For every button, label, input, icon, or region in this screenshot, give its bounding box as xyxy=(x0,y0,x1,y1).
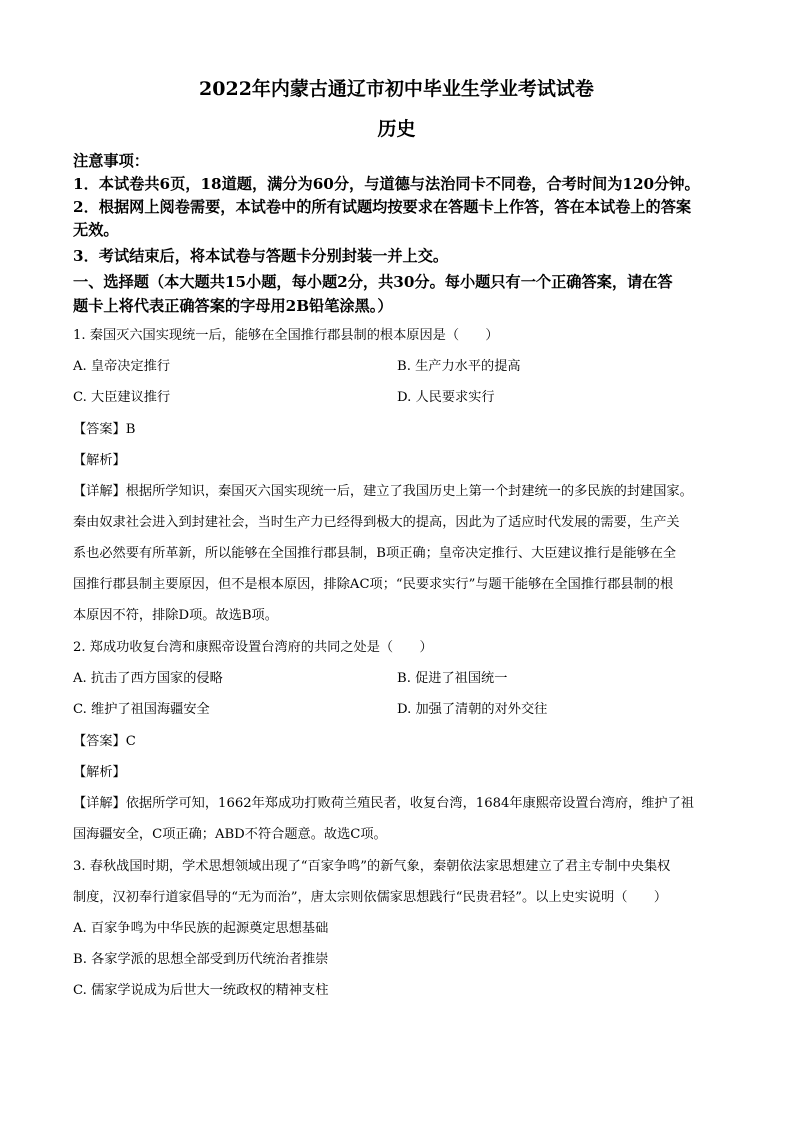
q2-option-a: A. 抗击了西方国家的侵略 xyxy=(73,671,223,686)
answer-value: C xyxy=(125,734,136,749)
q2-option-d: D. 加强了清朝的对外交往 xyxy=(397,702,548,717)
q2-option-b: B. 促进了祖国统一 xyxy=(397,671,508,686)
q1-detail-3: 系也必然要有所革新，所以能够在全国推行郡县制，B项正确；皇帝决定推行、大臣建议推行是能够在全 xyxy=(73,546,677,561)
section-heading-line2: 题卡上将代表正确答案的字母用2B铅笔涂黑。） xyxy=(73,297,393,315)
notice-item-2: 2．根据网上阅卷需要，本试卷中的所有试题均按要求在答题卡上作答，答在本试卷上的答案 xyxy=(73,198,692,216)
notice-heading: 注意事项： xyxy=(73,152,149,170)
notice-item-3: 3．考试结束后，将本试卷与答题卡分别封装一并上交。 xyxy=(73,247,449,265)
q3-option-a: A. 百家争鸣为中华民族的起源奠定思想基础 xyxy=(73,921,329,936)
q2-analysis-label: 【解析】 xyxy=(73,765,126,780)
q1-detail-1: 【详解】根据所学知识，秦国灭六国实现统一后，建立了我国历史上第一个封建统一的多民族的封建国家。 xyxy=(73,484,693,499)
q1-detail-4: 国推行郡县制主要原因，但不是根本原因，排除AC项；“民要求实行”与题干能够在全国推行郡县制的根 xyxy=(73,577,674,592)
q2-answer xyxy=(73,730,136,749)
answer-label: 【答案】 xyxy=(73,734,126,749)
q1-detail-5: 本原因不符，排除D项。故选B项。 xyxy=(73,608,278,623)
q2-stem: 2. 郑成功收复台湾和康熙帝设置台湾府的共同之处是（ ） xyxy=(73,640,433,655)
q3-stem-2: 制度，汉初奉行道家倡导的“无为而治”，唐太宗则依儒家思想践行“民贵君轻”。以上史实说明（ ） xyxy=(73,890,668,905)
q1-option-d: D. 人民要求实行 xyxy=(397,390,495,405)
exam-title: 2022年内蒙古通辽市初中毕业生学业考试试卷 xyxy=(199,78,594,100)
section-heading-line1: 一、选择题（本大题共15小题，每小题2分，共30分。每小题只有一个正确答案，请在答 xyxy=(73,273,673,291)
q2-option-c: C. 维护了祖国海疆安全 xyxy=(73,702,210,717)
q1-option-b: B. 生产力水平的提高 xyxy=(397,359,521,374)
q1-stem: 1. 秦国灭六国实现统一后，能够在全国推行郡县制的根本原因是（ ） xyxy=(73,328,499,343)
answer-label: 【答案】 xyxy=(73,422,126,437)
q1-analysis-label: 【解析】 xyxy=(73,453,126,468)
q1-option-a: A. 皇帝决定推行 xyxy=(73,359,171,374)
q2-detail-1: 【详解】依据所学可知，1662年郑成功打败荷兰殖民者，收复台湾，1684年康熙帝设置台湾府，维护了祖 xyxy=(73,796,694,811)
q3-option-b: B. 各家学派的思想全部受到历代统治者推崇 xyxy=(73,952,329,967)
q1-detail-2: 秦由奴隶社会进入到封建社会，当时生产力已经得到极大的提高，因此为了适应时代发展的需要，生产关 xyxy=(73,515,680,530)
q1-option-c: C. 大臣建议推行 xyxy=(73,390,171,405)
q3-option-c: C. 儒家学说成为后世大一统政权的精神支柱 xyxy=(73,983,329,998)
q3-stem-1: 3. 春秋战国时期，学术思想领域出现了“百家争鸣”的新气象，秦朝依法家思想建立了君主专制中央集权 xyxy=(73,859,671,874)
q2-detail-2: 国海疆安全，C项正确；ABD不符合题意。故选C项。 xyxy=(73,827,387,842)
q1-answer xyxy=(73,418,135,437)
answer-value: B xyxy=(125,422,136,437)
subject-title: 历史 xyxy=(377,118,416,140)
notice-item-2-cont: 无效。 xyxy=(73,221,119,239)
notice-item-1: 1．本试卷共6页，18道题，满分为60分，与道德与法治同卡不同卷，合考时间为120分钟。 xyxy=(73,175,700,193)
